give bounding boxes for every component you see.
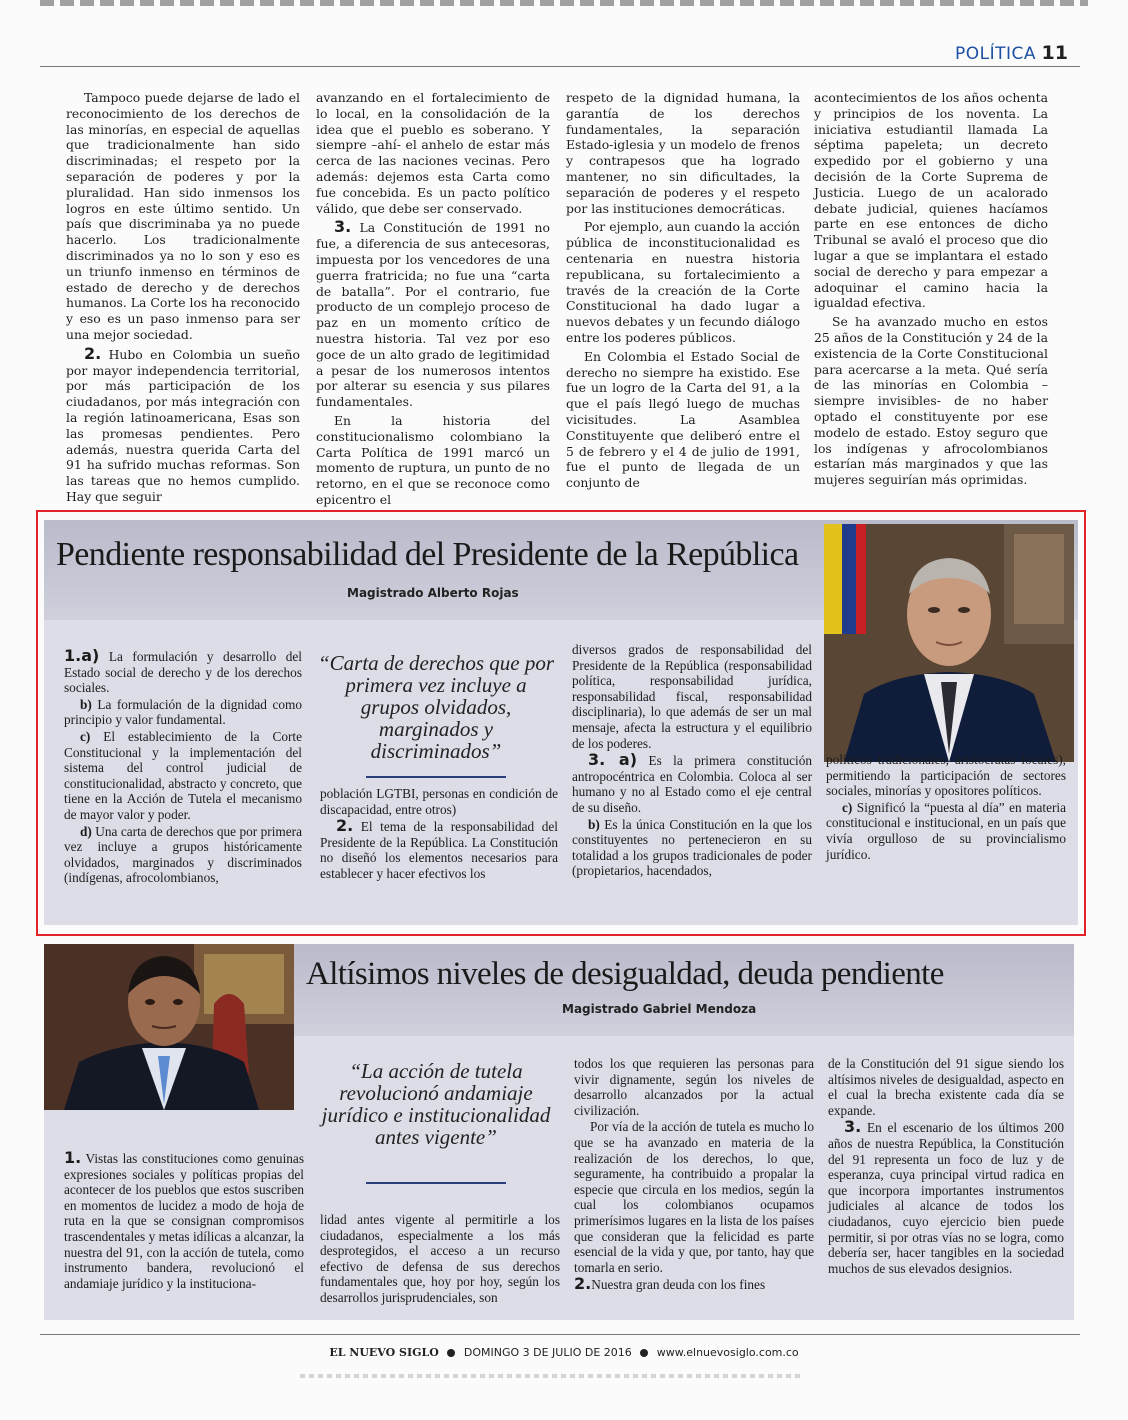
paragraph: avanzando en el fortalecimiento de lo local, en la consolidación de la idea que el pueblo es soberano. Y siempre –ahí- el anhelo de estar más cerca de las naciones vecinas. Pero además: dejemos esta Carta como fue concebida. Es un pacto político válido, que debe ser conservado. — [316, 90, 550, 216]
box2-col-4 — [828, 1056, 1064, 1277]
top-article-col-2 — [316, 90, 550, 511]
box-title: Altísimos niveles de desigualdad, deuda pendiente — [306, 956, 944, 992]
box-title: Pendiente responsabilidad del Presidente de la República — [56, 536, 799, 573]
header-rule — [40, 66, 1080, 67]
pull-quote: “Carta de derechos que por primera vez incluye a grupos olvidados, marginados y discriminados” — [317, 651, 555, 763]
answer-para: todos los que requieren las personas para vivir dignamente, según los niveles de desarrollo alcanzados por la actual civilización. — [574, 1056, 814, 1118]
point-label: 3. — [844, 1117, 862, 1137]
paragraph — [66, 343, 300, 505]
answer-text: Es la primera constitución antropocéntrica en Colombia. Coloca al ser humano y no al Estado como el eje central de su diseño. — [572, 753, 812, 815]
paragraph: acontecimientos de los años ochenta y principios de los noventa. La iniciativa estudiantil llamada La séptima papeleta; un decreto expedido por el gobierno y una decisión de la Corte Suprema de Justicia. Luego de un acalorado debate judicial, quienes hacíamos parte en ese entonces de dicho Tribunal se avaló el proceso que dio lugar a que se implantara el estado social de derecho y para empezar a adoquinar el camino hacia la igualdad efectiva. — [814, 90, 1048, 311]
answer-text: Nuestra gran deuda con los fines — [591, 1277, 766, 1293]
answer-text: Una carta de derechos que por primera vez incluye a grupos históricamente olvidados, marginados y discriminados (indígenas, afrocolombianos, — [64, 823, 302, 886]
bullet-icon — [447, 1349, 455, 1357]
answer-text: Es la única Constitución en la que los constituyentes no pertenecieron en su totalidad a los grupos tradicionales de poder (propietarios, hacendados, — [572, 816, 812, 879]
interview-box-mendoza — [44, 944, 1074, 1320]
answer-text: El establecimiento de la Corte Constitucional y la implementación del sistema del control judicial de constitucionalidad, abstracto y concreto, que tiene en la Acción de Tutela el mecanismo de mayor valor y poder. — [64, 728, 302, 822]
page-footer — [0, 1346, 1128, 1359]
paragraph-text: Hubo en Colombia un sueño por mayor independencia territorial, por más participación de los ciudadanos, por más integración con la región latinoamericana, Esas son las promesas pendientes. Pero además, nuestra querida Carta del 91 ha sufrido muchas reformas. Son las tareas que no hemos cumplido. Hay que seguir — [66, 346, 300, 504]
answer-para — [828, 1119, 1064, 1276]
answer-para: diversos grados de responsabilidad del Presidente de la República (responsabilidad política, responsabilidad jurídica, responsabilidad fiscal, responsabilidad disciplinaria), lo que además de ser un mal mensaje, afecta la estructura y el equilibrio de los poderes. — [572, 642, 812, 751]
point-number: 2. — [84, 343, 102, 363]
point-label: d) — [80, 823, 92, 839]
website-link[interactable]: www.elnuevosiglo.com.co — [656, 1346, 799, 1359]
answer-para: Por vía de la acción de tutela es mucho lo que se ha avanzado en materia de la realización de los derechos, lo que, seguramente, ha contribuido a propalar la especie que circula en los medios, según la cual los colombianos ocupamos primerísimos lugares en la lista de los países que consideran que la felicidad es parte esencial de la vida y que, por tanto, hay que tomarla en serio. — [574, 1119, 814, 1275]
answer-para — [574, 1276, 814, 1293]
highlight-frame — [36, 510, 1086, 936]
answer-text: La formulación y desarrollo del Estado social de derecho y de los derechos sociales. — [64, 649, 302, 696]
paragraph: En Colombia el Estado Social de derecho no siempre ha existido. Ese fue un logro de la Carta del 91, a la que el país llegó luego de muchas vicisitudes. La Asamblea Constituyente que deliberó entre el 5 de febrero y el 4 de julio de 1991, fue el punto de llegada de un conjunto de — [566, 348, 800, 491]
scan-artifact — [300, 1374, 800, 1378]
top-article-col-1 — [66, 90, 300, 508]
point-label: 1. — [64, 1148, 82, 1167]
point-label: 1.a) — [64, 646, 100, 665]
top-article-col-4 — [814, 90, 1048, 491]
page-header — [0, 44, 1128, 64]
paragraph: respeto de la dignidad humana, la garantía de los derechos fundamentales, la separación Estado-iglesia y un modelo de frenos y contrapesos que ha logrado mantener, no sin dificultades, la separación de poderes y el respeto por las instituciones democráticas. — [566, 90, 800, 216]
paragraph-text: La Constitución de 1991 no fue, a diferencia de sus antecesoras, impuesta por los vencedores de una guerra fratricida; no fue una “carta de batalla”. Por el contrario, fue producto de un complejo proceso de paz en un momento crítico de nuestra historia. Tal vez por eso goce de un alto grado de legitimidad a pesar de los numerosos intentos por alterar su esencia y sus pilares fundamentales. — [316, 220, 550, 410]
byline: Magistrado Gabriel Mendoza — [562, 1002, 757, 1016]
point-label: 2. — [336, 816, 354, 836]
portrait-photo — [44, 944, 294, 1110]
page-number: 11 — [1041, 42, 1068, 64]
answer-text: Significó la “puesta al día” en materia constitucional e institucional, en un país que vivía orgulloso de su provincialismo jurídico. — [826, 799, 1066, 862]
point-label: b) — [588, 816, 600, 832]
paragraph — [316, 219, 550, 410]
point-label: 2. — [574, 1274, 592, 1294]
bullet-icon — [640, 1349, 648, 1357]
point-label: c) — [842, 799, 853, 815]
paragraph: En la historia del constitucionalismo colombiano la Carta Política de 1991 marcó un momento de ruptura, un punto de no retorno, en el que se reconoce como epicentro el — [316, 412, 550, 507]
section-label: POLÍTICA — [954, 44, 1036, 64]
box2-col-3 — [574, 1056, 814, 1294]
answer-text: Vistas las constituciones como genuinas expresiones sociales y políticas propias del acontecer de los pueblos que estos suscriben en momentos de lucidez a modo de hoja de ruta en la que se consignan compromisos trascendentales y metas idílicas a alcanzar, la nuestra del 91, con la acción de tutela, como instrumento bandera, revolucionó el andamiaje jurídico y la instituciona- — [64, 1151, 304, 1291]
point-number: 3. — [334, 217, 352, 237]
scan-artifact — [40, 0, 1088, 6]
box2-col-2 — [320, 1212, 560, 1307]
publication-date: DOMINGO 3 DE JULIO DE 2016 — [463, 1346, 632, 1359]
answer-para: de la Constitución del 91 sigue siendo los altísimos niveles de desigualdad, aspecto en el cual la brecha existente cada día se expande. — [828, 1056, 1064, 1118]
answer-para: población LGTBI, personas en condición de discapacidad, entre otros) — [320, 786, 558, 817]
answer-text: La formulación de la dignidad como principio y valor fundamental. — [64, 696, 302, 728]
answer-para — [64, 1150, 304, 1291]
paragraph: Por ejemplo, aun cuando la acción pública de inconstitucionalidad es centenaria en nuestra historia republicana, su fortalecimiento a través de la creación de la Corte Constitucional ha dado lugar a nuevos debates y un fecundo diálogo entre los poderes públicos. — [566, 219, 800, 345]
answer-para: lidad antes vigente al permitirle a los ciudadanos, especialmente a los más desprotegidos, el acceso a un recurso efectivo de defensa de sus derechos fundamentales que, hoy por hoy, según los desarrollos jurisprudenciales, son — [320, 1212, 560, 1305]
portrait-image — [44, 944, 294, 1110]
top-article-col-3 — [566, 90, 800, 494]
quote-rule — [366, 1182, 506, 1184]
point-label: 3. a) — [588, 750, 638, 770]
answer-text: En el escenario de los últimos 200 años de nuestra República, la Constitución del 91 representa un foco de luz y de esperanza, cuya principal virtud radica en que incorpora importantes instrumentos judiciales al alcance de todos los ciudadanos, cuyo ejercicio bien puede permitir, si por otras vías no se logra, como debería ser, hacer tangibles en la sociedad muchos de sus elevados designios. — [828, 1120, 1064, 1276]
pull-quote: “La acción de tutela revolucionó andamiaje jurídico e institucionalidad antes vigente” — [321, 1059, 551, 1149]
newspaper-brand: EL NUEVO SIGLO — [329, 1346, 439, 1359]
answer-para: políticos tradicionales, aristócratas locales), permitiendo la participación de sectores sociales, minorías y opositores políticos. — [826, 752, 1066, 799]
byline: Magistrado Alberto Rojas — [347, 586, 519, 600]
point-label: c) — [80, 728, 91, 744]
paragraph: Tampoco puede dejarse de lado el reconocimiento de los derechos de las minorías, en especial de aquellas que tradicionalmente han sido discriminadas; el respeto por la separación de poderes y por la pluralidad. Han sido inmensos los logros en este último sentido. Un país que discriminaba ya no puede hacerlo. Los tradicionalmente discriminados ya no lo son y eso es un triunfo inmenso en términos de estado de derecho y de derechos humanos. La Corte los ha reconocido y eso es un paso inmenso para ser una mejor sociedad. — [66, 90, 300, 342]
point-label: b) — [80, 696, 92, 712]
answer-text: El tema de la responsabilidad del Presidente de la República. La Constitución no diseñó los elementos necesarios para establecer y hacer efectivos los — [320, 819, 558, 881]
box2-col-1 — [64, 1150, 304, 1292]
footer-rule — [40, 1334, 1080, 1335]
paragraph: Se ha avanzado mucho en estos 25 años de la Constitución y 24 de la existencia de la Corte Constitucional para acercarse a la meta. Qué sería de las minorías en Colombia –siempre invisibles- de no haber optado el constituyente por ese modelo de estado. Estoy seguro que los indígenas y afrocolombianos estarían más marginados y que las mujeres seguirían más oprimidas. — [814, 314, 1048, 488]
